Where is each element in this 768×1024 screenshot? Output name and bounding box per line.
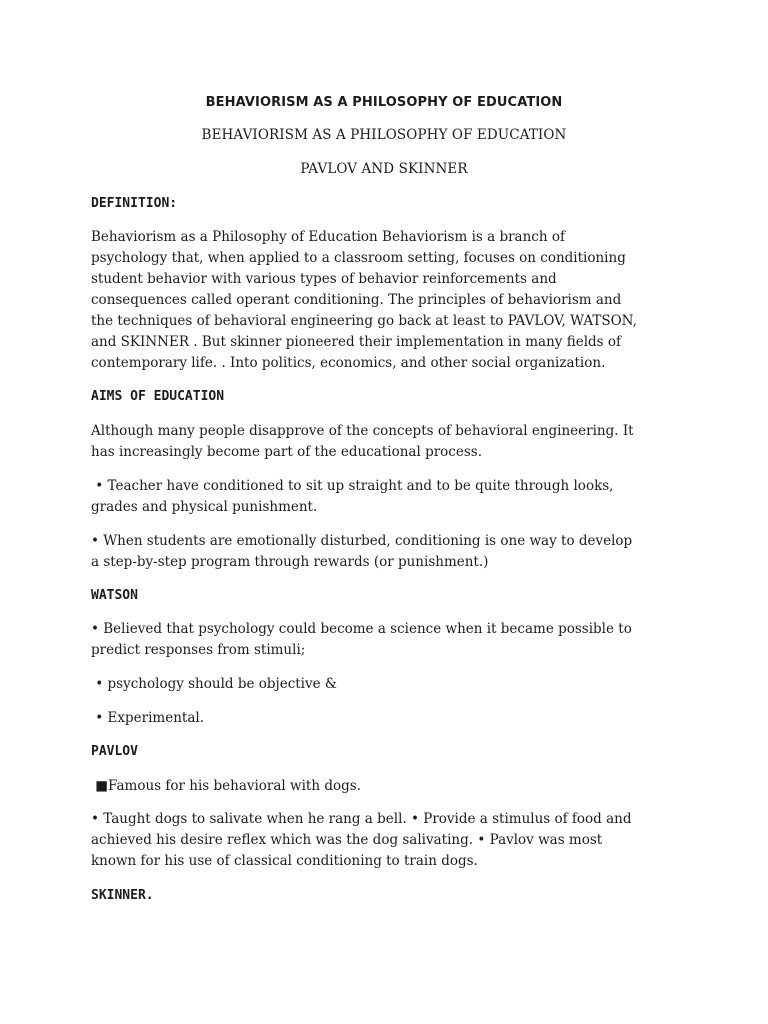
paragraph-line: • Experimental. — [91, 710, 204, 726]
aims-bullet-conditioning — [91, 476, 681, 518]
pavlov-bullet-taught — [91, 809, 681, 872]
paragraph-line: grades and physical punishment. — [91, 499, 318, 515]
definition-paragraph — [91, 227, 681, 374]
document-title: BEHAVIORISM AS A PHILOSOPHY OF EDUCATION — [205, 95, 563, 110]
paragraph-line: Although many people disapprove of the concepts of behavioral engineering. It — [91, 423, 634, 439]
paragraph-line: contemporary life. . Into politics, economics, and other social organization. — [91, 355, 606, 371]
aims-intro-paragraph — [91, 421, 681, 463]
watson-bullet-experimental — [91, 708, 681, 729]
paragraph-line: Behaviorism as a Philosophy of Education Behaviorism is a branch of — [91, 229, 565, 245]
paragraph-line: • Taught dogs to salivate when he rang a bell. • Provide a stimulus of food and — [91, 811, 632, 827]
paragraph-line: achieved his desire reflex which was the dog salivating. • Pavlov was most — [91, 832, 603, 848]
skinner-heading: SKINNER. — [91, 888, 154, 903]
paragraph-line: and SKINNER . But skinner pioneered their implementation in many fields of — [91, 334, 621, 350]
aims-heading: AIMS OF EDUCATION — [91, 389, 225, 404]
pavlov-heading: PAVLOV — [91, 744, 138, 759]
paragraph-line: predict responses from stimuli; — [91, 642, 306, 658]
watson-heading: WATSON — [91, 588, 138, 603]
watson-bullet-science — [91, 619, 681, 661]
paragraph-line: ■Famous for his behavioral with dogs. — [91, 778, 361, 794]
pavlov-bullet-famous — [91, 776, 681, 797]
document-subtitle: PAVLOV AND SKINNER — [300, 161, 468, 177]
paragraph-line: has increasingly become part of the educational process. — [91, 444, 482, 460]
watson-bullet-objective — [91, 674, 681, 695]
paragraph-line: • When students are emotionally disturbed, conditioning is one way to develop — [91, 533, 633, 549]
paragraph-line: • psychology should be objective & — [91, 676, 337, 692]
paragraph-line: known for his use of classical conditioning to train dogs. — [91, 853, 478, 869]
paragraph-line: psychology that, when applied to a classroom setting, focuses on conditioning — [91, 250, 626, 266]
aims-bullet-disturbed — [91, 531, 681, 573]
paragraph-line: the techniques of behavioral engineering go back at least to PAVLOV, WATSON, — [91, 313, 637, 329]
paragraph-line: student behavior with various types of behavior reinforcements and — [91, 271, 557, 287]
paragraph-line: consequences called operant conditioning. The principles of behaviorism and — [91, 292, 622, 308]
definition-heading: DEFINITION: — [91, 196, 178, 211]
paragraph-line: • Believed that psychology could become a science when it became possible to — [91, 621, 632, 637]
paragraph-line: • Teacher have conditioned to sit up straight and to be quite through looks, — [91, 478, 614, 494]
paragraph-line: a step-by-step program through rewards (or punishment.) — [91, 554, 489, 570]
document-title-repeat: BEHAVIORISM AS A PHILOSOPHY OF EDUCATION — [201, 127, 567, 143]
